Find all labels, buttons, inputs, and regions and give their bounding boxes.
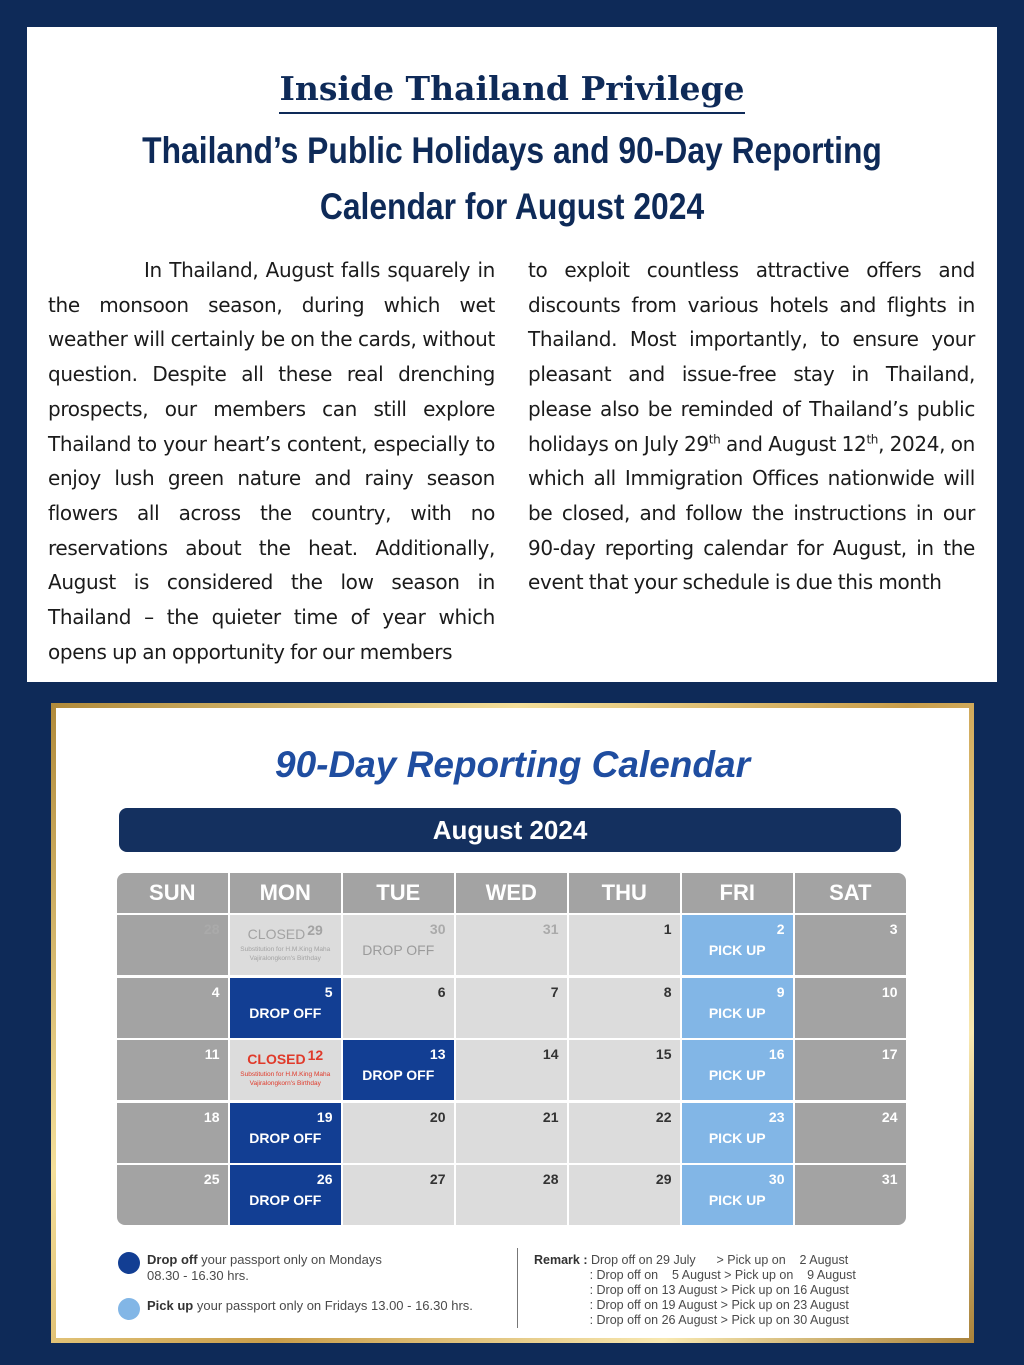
day-number: 5 — [324, 983, 333, 1000]
dropoff-tag: DROP OFF — [362, 942, 435, 958]
calendar-panel — [56, 708, 969, 1338]
day-number: 23 — [768, 1108, 785, 1125]
remark-line: : Drop off on 19 August > Pick up on 23 August — [589, 1298, 849, 1312]
pickup-tag: PICK UP — [708, 1067, 766, 1084]
calendar-day-cell — [343, 1165, 454, 1225]
day-number: 26 — [316, 1171, 333, 1188]
legend-pickup-label: Pick up — [147, 1298, 194, 1313]
day-number: 7 — [550, 983, 559, 1000]
calendar-day-cell — [682, 978, 793, 1038]
calendar-day-cell — [230, 1040, 341, 1100]
pickup-tag: PICK UP — [708, 1129, 766, 1146]
calendar-day-cell — [456, 915, 567, 975]
day-number: 24 — [881, 1108, 898, 1125]
day-number: 29 — [307, 922, 323, 938]
calendar-day-cell — [456, 1165, 567, 1225]
day-number: 28 — [542, 1171, 559, 1188]
calendar-grid — [117, 873, 904, 1231]
day-number: 22 — [655, 1108, 672, 1125]
calendar-day-cell — [117, 915, 228, 975]
day-number: 16 — [768, 1046, 785, 1063]
day-number: 6 — [437, 983, 446, 1000]
legend-dropoff-text: your passport only on Mondays — [197, 1252, 382, 1267]
calendar-day-cell — [795, 978, 906, 1038]
day-number: 28 — [203, 921, 220, 937]
day-number: 31 — [881, 1171, 898, 1188]
legend — [118, 1252, 538, 1328]
calendar-day-cell — [569, 1103, 680, 1163]
calendar-day-cell — [343, 1103, 454, 1163]
day-number: 29 — [655, 1171, 672, 1188]
calendar-day-cell — [569, 1040, 680, 1100]
day-number: 12 — [307, 1047, 324, 1064]
day-number: 15 — [655, 1046, 672, 1063]
day-number: 27 — [429, 1171, 446, 1188]
day-number: 21 — [542, 1108, 559, 1125]
calendar-day-cell — [230, 1165, 341, 1225]
legend-divider — [517, 1248, 518, 1328]
calendar-day-cell — [343, 915, 454, 975]
month-banner: August 2024 — [119, 808, 901, 852]
day-number: 8 — [663, 983, 672, 1000]
calendar-day-cell — [795, 1103, 906, 1163]
day-number: 2 — [776, 921, 785, 937]
calendar-day-cell — [682, 1165, 793, 1225]
calendar-day-cell — [682, 1103, 793, 1163]
day-number: 20 — [429, 1108, 446, 1125]
day-number: 14 — [542, 1046, 559, 1063]
calendar-day-cell — [343, 1040, 454, 1100]
day-number: 30 — [429, 921, 446, 937]
brand-title — [27, 69, 997, 108]
calendar-day-cell — [569, 915, 680, 975]
weekday-header-mon: MON — [230, 873, 341, 913]
pickup-tag: PICK UP — [708, 1004, 766, 1021]
closed-notice — [234, 1047, 337, 1088]
remark-line: : Drop off on 26 August > Pick up on 30 August — [589, 1313, 849, 1327]
holiday-note: Substitution for H.M.King Maha Vajiralongkorn's Birthday — [240, 946, 331, 962]
calendar-day-cell — [456, 1040, 567, 1100]
weekday-header-fri: FRI — [682, 873, 793, 913]
weekday-header-tue: TUE — [343, 873, 454, 913]
pickup-tag: PICK UP — [708, 942, 766, 958]
closed-label: CLOSED — [247, 926, 306, 942]
ordinal-suffix: th — [866, 431, 879, 446]
legend-pickup — [118, 1298, 538, 1314]
legend-dropoff — [118, 1252, 538, 1284]
calendar-day-cell — [117, 1103, 228, 1163]
day-number: 17 — [881, 1046, 898, 1063]
calendar-day-cell — [117, 1165, 228, 1225]
holiday-note: Substitution for H.M.King Maha Vajiralongkorn's Birthday — [240, 1071, 331, 1088]
day-number: 18 — [203, 1108, 220, 1125]
headline-line-1: Thailand’s Public Holidays and 90-Day Reporting — [142, 130, 882, 171]
weekday-header-wed: WED — [456, 873, 567, 913]
calendar-day-cell — [569, 978, 680, 1038]
dropoff-tag: DROP OFF — [249, 1192, 322, 1209]
day-number: 30 — [768, 1171, 785, 1188]
brand-text: Inside Thailand Privilege — [279, 69, 744, 114]
calendar-day-cell — [795, 1165, 906, 1225]
closed-label: CLOSED — [247, 1051, 306, 1068]
remark-line: : Drop off on 13 August > Pick up on 16 August — [589, 1283, 849, 1297]
calendar-day-cell — [343, 978, 454, 1038]
dropoff-dot-icon — [118, 1252, 140, 1274]
pickup-tag: PICK UP — [708, 1192, 766, 1209]
day-number: 11 — [204, 1046, 220, 1063]
headline — [95, 123, 929, 235]
day-number: 19 — [316, 1108, 333, 1125]
calendar-day-cell — [230, 1103, 341, 1163]
day-number: 10 — [881, 983, 898, 1000]
day-number: 3 — [889, 921, 898, 937]
calendar-day-cell — [117, 978, 228, 1038]
remark-box — [534, 1253, 894, 1328]
day-number: 4 — [211, 983, 220, 1000]
pickup-dot-icon — [118, 1298, 140, 1320]
dropoff-tag: DROP OFF — [362, 1067, 435, 1084]
calendar-day-cell — [230, 978, 341, 1038]
column-right-text-c: , 2024, on which all Immigration Offices nationwide will be closed, and follow the instructions in our 90-day reporting calendar for August, in the event that your schedule is due this month — [528, 431, 975, 595]
closed-notice — [234, 922, 337, 963]
column-right-text-b: and August 12 — [720, 431, 867, 456]
headline-line-2: Calendar for August 2024 — [319, 186, 705, 227]
calendar-frame — [51, 703, 974, 1343]
day-number: 31 — [542, 921, 559, 937]
remark-label: Remark : — [534, 1253, 588, 1267]
article-column-left: In Thailand, August falls squarely in the monsoon season, during which wet weather will certainly be on the cards, without question. Despite all these real drenching prospects, our members can still explore Thailand to your heart’s content, especially to enjoy lush green nature and rainy season flowers all across the country, with no reservations about the heat. Additionally, August is considered the low season in Thailand – the quieter time of year which opens up an opportunity for our members — [48, 258, 495, 664]
weekday-header-sun: SUN — [117, 873, 228, 913]
calendar-day-cell — [795, 1040, 906, 1100]
calendar-title: 90-Day Reporting Calendar — [275, 744, 750, 785]
calendar-day-cell — [682, 915, 793, 975]
legend-pickup-text: your passport only on Fridays 13.00 - 16.30 hrs. — [193, 1298, 473, 1313]
calendar-day-cell — [569, 1165, 680, 1225]
day-number: 1 — [663, 921, 672, 937]
dropoff-tag: DROP OFF — [249, 1004, 322, 1021]
article-panel — [27, 27, 997, 682]
calendar-day-cell — [230, 915, 341, 975]
weekday-header-thu: THU — [569, 873, 680, 913]
legend-dropoff-hours: 08.30 - 16.30 hrs. — [147, 1268, 249, 1283]
calendar-day-cell — [456, 978, 567, 1038]
calendar-day-cell — [456, 1103, 567, 1163]
day-number: 9 — [776, 983, 785, 1000]
remark-line: Drop off on 29 July > Pick up on 2 August — [587, 1253, 849, 1267]
dropoff-tag: DROP OFF — [249, 1129, 322, 1146]
column-right-text-a: to exploit countless attractive offers and discounts from various hotels and flights in Thailand. Most importantly, to ensure your pleasant and issue-free stay in Thailand, please also be reminded of Thailand’s public holidays on July 29 — [528, 258, 975, 456]
legend-dropoff-label: Drop off — [147, 1252, 198, 1267]
remark-line: : Drop off on 5 August > Pick up on 9 August — [589, 1268, 856, 1282]
article-column-right — [528, 253, 975, 600]
calendar-day-cell — [795, 915, 906, 975]
calendar-day-cell — [682, 1040, 793, 1100]
weekday-header-sat: SAT — [795, 873, 906, 913]
calendar-day-cell — [117, 1040, 228, 1100]
ordinal-suffix: th — [708, 431, 721, 446]
day-number: 25 — [203, 1171, 220, 1188]
day-number: 13 — [429, 1046, 446, 1063]
